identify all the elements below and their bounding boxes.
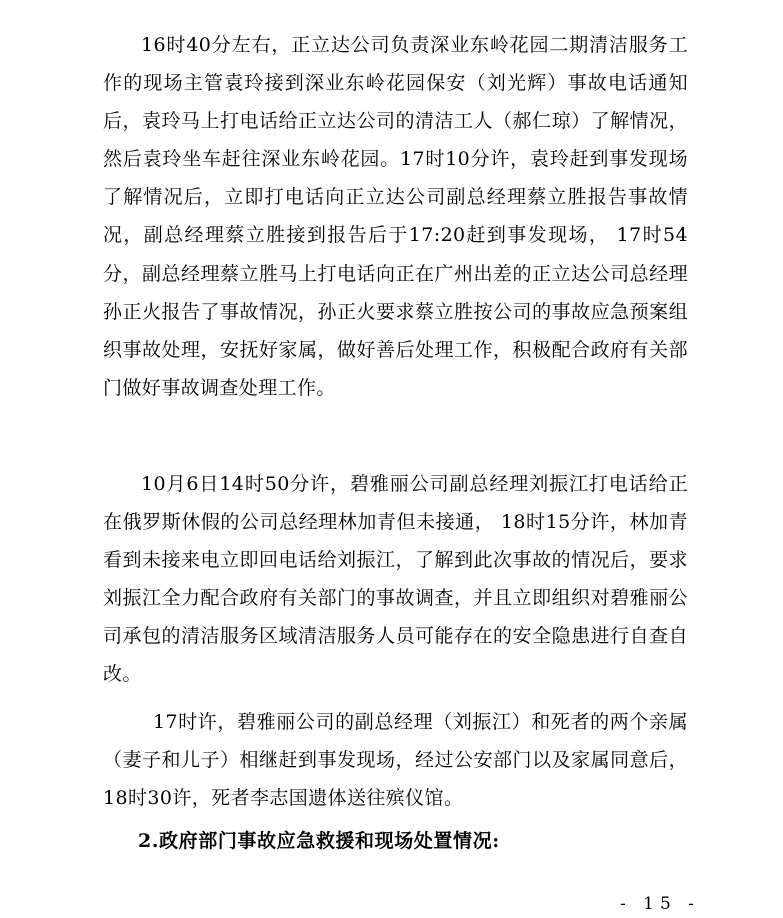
body-paragraph: 16时40分左右，正立达公司负责深业东岭花园二期清洁服务工作的现场主管袁玲接到深业东岭花园保安（刘光辉）事故电话通知后，袁玲马上打电话给正立达公司的清洁工人（郝仁琼）了解情况，然后袁玲坐车赶往深业东岭花园。17时10分许，袁玲赶到事发现场了解情况后，立即打电话向正立达公司副总经理蔡立胜报告事故情况，副总经理蔡立胜接到报告后于17:20赶到事发现场， 17时54分，副总经理蔡立胜马上打电话向正在广州出差的正立达公司总经理孙正火报告了事故情况，孙正火要求蔡立胜按公司的事故应急预案组织事故处理，安抚好家属，做好善后处理工作，积极配合政府有关部门做好事故调查处理工作。 [103, 34, 688, 399]
section-heading: 2.政府部门事故应急救援和现场处置情况: [138, 830, 500, 852]
page-number: - 15 - [620, 894, 700, 914]
body-paragraph: 10月6日14时50分许，碧雅丽公司副总经理刘振江打电话给正在俄罗斯休假的公司总经理林加青但未接通， 18时15分许，林加青看到未接来电立即回电话给刘振江，了解到此次事故的情况后，要求刘振江全力配合政府有关部门的事故调查，并且立即组织对碧雅丽公司承包的清洁服务区域清洁服务人员可能存在的安全隐患进行自查自改。 [103, 473, 688, 686]
body-paragraph: 17时许，碧雅丽公司的副总经理（刘振江）和死者的两个亲属（妻子和儿子）相继赶到事发现场，经过公安部门以及家属同意后，18时30许，死者李志国遗体送往殡仪馆。 [103, 711, 688, 810]
